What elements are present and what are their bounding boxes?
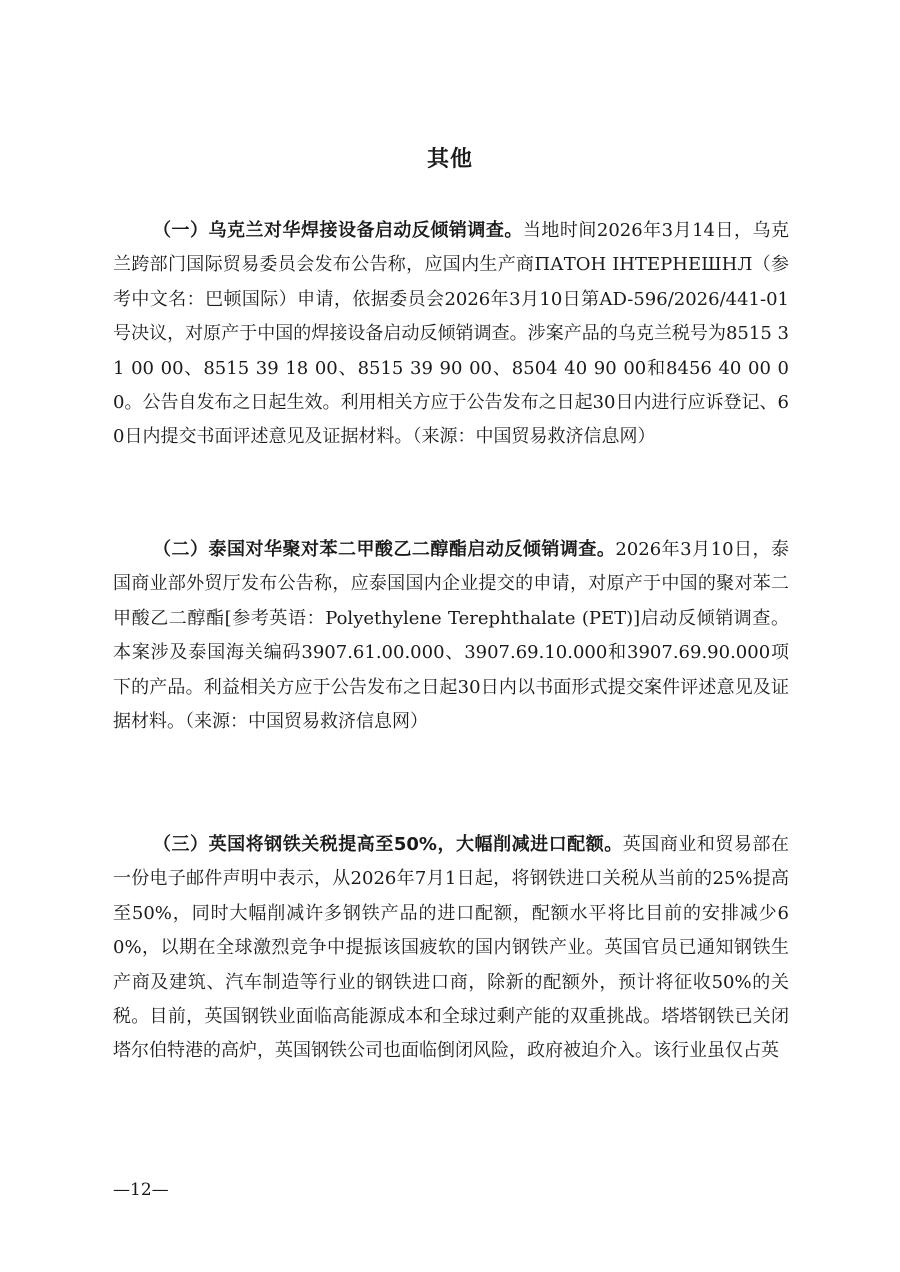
page-number: —12— bbox=[113, 1180, 169, 1200]
section-body-2: 2026年3月10日，泰国商业部外贸厅发布公告称，应泰国国内企业提交的申请，对原产于中国的聚对苯二甲酸乙二醇酯[参考英语：Polyethylene Terephthalate (PET)]启动反倾销调查。本案涉及泰国海关编码3907.61.00.000、3907.69.10.000和3907.69.90.000项下的产品。利益相关方应于公告发布之日起30日内以书面形式提交案件评述意见及证据材料。（来源：中国贸易救济信息网） bbox=[113, 539, 790, 733]
section-body-1: 当地时间2026年3月14日，乌克兰跨部门国际贸易委员会发布公告称，应国内生产商ПАТОН ІНТЕРНЕШНЛ（参考中文名：巴顿国际）申请，依据委员会2026年3月10日第AD-596/2026/441-01号决议，对原产于中国的焊接设备启动反倾销调查。涉案产品的乌克兰税号为8515 31 00 00、8515 39 18 00、8515 39 90 00、8504 40 90 00和8456 40 00 00。公告自发布之日起生效。利用相关方应于公告发布之日起30日内进行应诉登记、60日内提交书面评述意见及证据材料。（来源：中国贸易救济信息网） bbox=[113, 220, 789, 448]
section-heading-2: （二）泰国对华聚对苯二甲酸乙二醇酯启动反倾销调查。 bbox=[153, 539, 616, 560]
section-heading-3: （三）英国将钢铁关税提高至50%，大幅削减进口配额。 bbox=[153, 834, 623, 855]
section-paragraph-2 bbox=[113, 533, 789, 739]
section-paragraph-1 bbox=[113, 214, 789, 455]
page-title: 其他 bbox=[426, 147, 473, 172]
section-paragraph-3 bbox=[113, 828, 789, 1069]
section-body-3: 英国商业和贸易部在一份电子邮件声明中表示，从2026年7月1日起，将钢铁进口关税从当前的25%提高至50%，同时大幅削减许多钢铁产品的进口配额，配额水平将比目前的安排减少60%，以期在全球激烈竞争中提振该国疲软的国内钢铁产业。英国官员已通知钢铁生产商及建筑、汽车制造等行业的钢铁进口商，除新的配额外，预计将征收50%的关税。目前，英国钢铁业面临高能源成本和全球过剩产能的双重挑战。塔塔钢铁已关闭塔尔伯特港的高炉，英国钢铁公司也面临倒闭风险，政府被迫介入。该行业虽仅占英 bbox=[113, 834, 789, 1062]
section-heading-1: （一）乌克兰对华焊接设备启动反倾销调查。 bbox=[153, 220, 523, 241]
